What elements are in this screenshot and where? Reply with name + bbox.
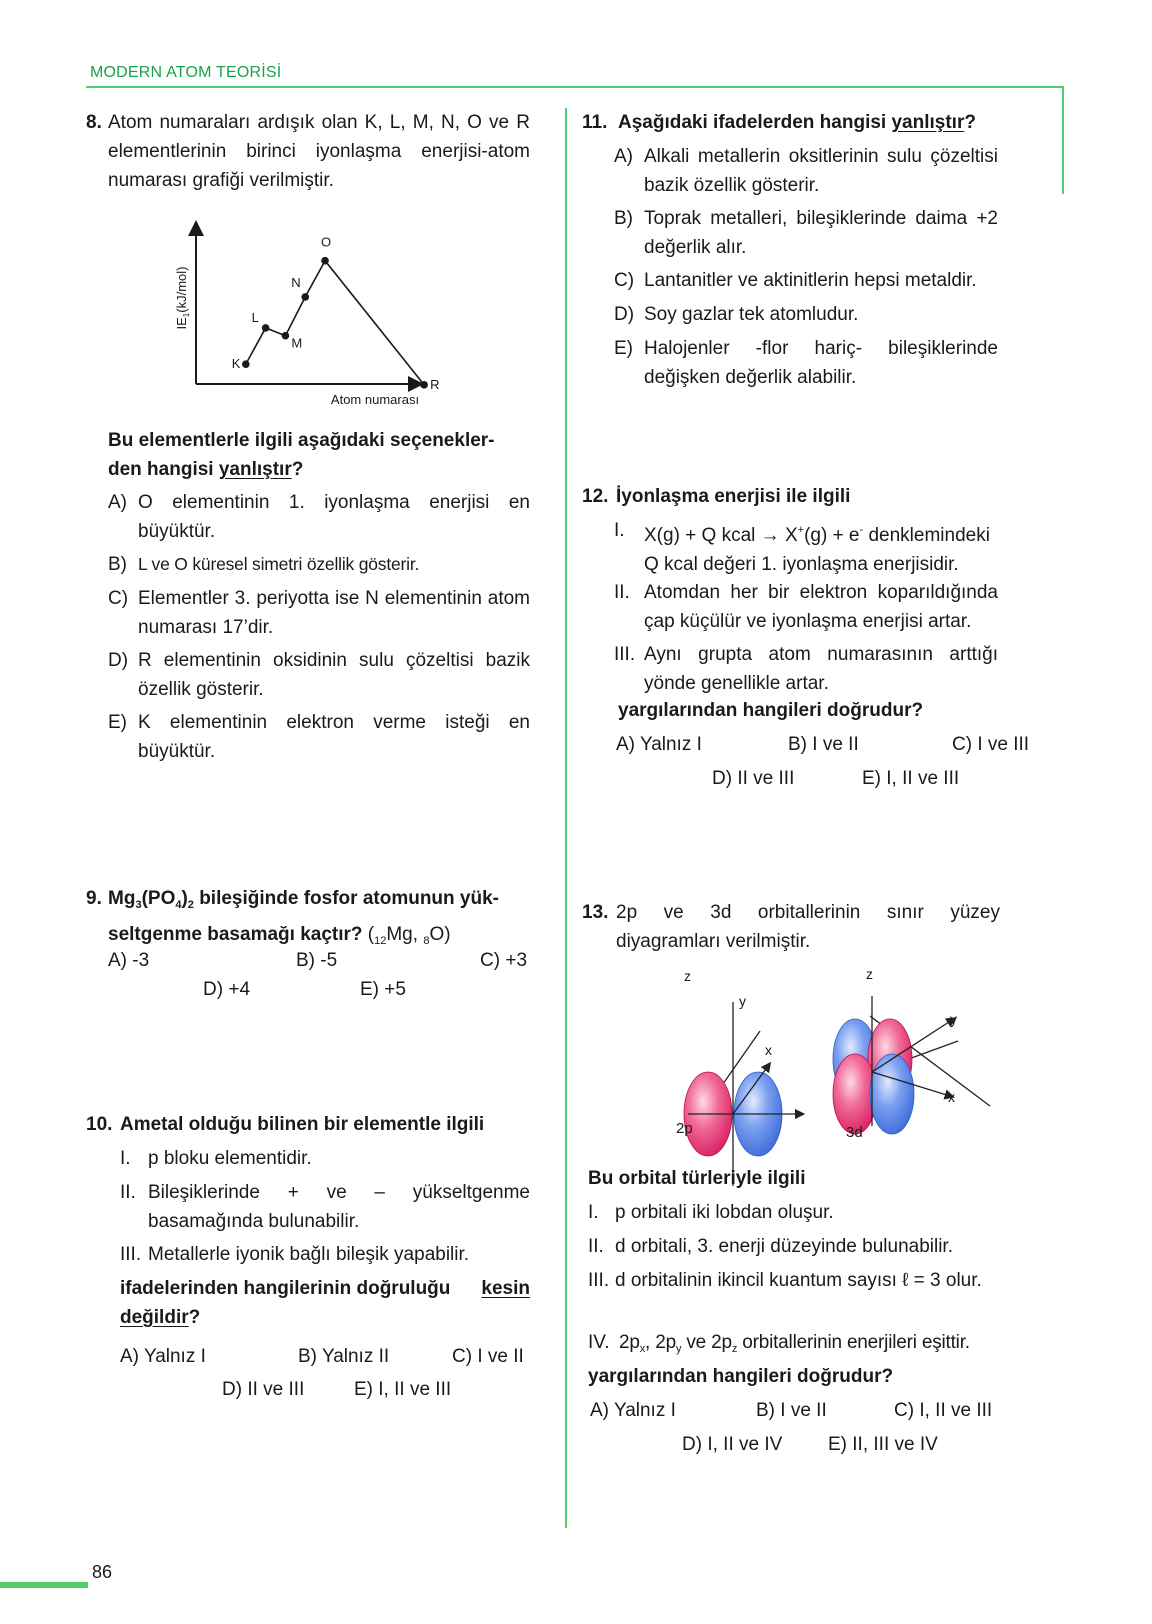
data-point-K <box>242 360 250 368</box>
figure-caption-2p: 2p <box>676 1120 693 1137</box>
option-a[interactable]: A) O elementinin 1. iyonlaşma enerjisi en büyüktür. <box>108 492 530 542</box>
question-prompt: yargılarından hangileri doğrudur? <box>588 1366 894 1387</box>
axis-label-y: y <box>739 993 746 1009</box>
data-label-M: M <box>291 335 303 351</box>
underlined-keyword: değildir <box>120 1307 189 1328</box>
ionization-energy-chart <box>160 218 440 413</box>
question-number: 9. <box>86 888 102 909</box>
option-d[interactable]: D) II ve III <box>222 1379 305 1400</box>
axis-label-x: x <box>948 1089 955 1105</box>
data-point-O <box>321 257 329 265</box>
question-number: 11. <box>582 112 608 133</box>
question-number: 10. <box>86 1114 113 1135</box>
option-b[interactable]: B) Toprak metalleri, bileşiklerinde daima +2 değerlik alır. <box>614 208 998 258</box>
x-axis-label: Atom numarası <box>330 392 420 407</box>
option-e[interactable]: E) II, III ve IV <box>828 1434 938 1455</box>
question-title: Aşağıdaki ifadelerden hangisi yanlıştır? <box>618 112 976 133</box>
axis-label-z: z <box>866 966 873 982</box>
data-label-N: N <box>291 274 301 290</box>
option-c[interactable]: C) I ve III <box>952 734 1030 755</box>
statement-3: III. d orbitalinin ikincil kuantum sayısı ℓ = 3 olur. <box>588 1270 982 1291</box>
option-b[interactable]: B) L ve O küresel simetri özellik gösterir. <box>108 554 420 575</box>
data-label-O: O <box>321 234 332 250</box>
axis-label-y: y <box>950 1011 957 1027</box>
underlined-keyword: kesin <box>481 1278 530 1299</box>
p-orbital-figure <box>684 1002 800 1186</box>
question-text: 2p ve 3d orbitallerinin sınır yüzey diyagramları verilmiştir. <box>616 902 1000 952</box>
option-d[interactable]: D) I, II ve IV <box>682 1434 783 1455</box>
option-a[interactable]: A) Alkali metallerin oksitlerinin sulu çözeltisi bazik özellik gösterir. <box>614 146 998 196</box>
question-number: 12. <box>582 486 609 507</box>
option-b[interactable]: B) -5 <box>296 950 338 971</box>
data-point-M <box>282 332 290 340</box>
question-title: İyonlaşma enerjisi ile ilgili <box>616 486 851 507</box>
option-c[interactable]: C) Lantanitler ve aktinitlerin hepsi metaldir. <box>614 270 977 291</box>
option-d[interactable]: D) Soy gazlar tek atomludur. <box>614 304 859 325</box>
statement-1: I. p orbitali iki lobdan oluşur. <box>588 1202 834 1223</box>
blue-lobe-front-right <box>870 1054 914 1134</box>
data-point-N <box>301 293 309 301</box>
data-label-K: K <box>231 356 241 372</box>
question-number: 8. <box>86 112 102 133</box>
section-title: MODERN ATOM TEORİSİ <box>90 64 282 81</box>
statement-2: II. Atomdan her bir elektron koparıldığında çap küçülür ve iyonlaşma enerjisi artar. <box>614 582 998 632</box>
statement-3: III. Aynı grupta atom numarasının arttığı yönde genellikle artar. <box>614 644 998 694</box>
data-point-L <box>262 324 270 332</box>
question-text: $Mg_3(PO_4)_2$ bileşiğinde fosfor atomunun yük- seltgenme basamağı kaçtır? ($_{12}Mg$, $_8$O) <box>108 888 499 947</box>
question-text: Atom numaraları ardışık olan K, L, M, N, O ve R elementlerinin birinci iyonlaşma enerjisi-atom numarası grafiği verilmiştir. <box>108 112 530 191</box>
option-e[interactable]: E) +5 <box>360 979 406 1000</box>
question-title: Ametal olduğu bilinen bir elementle ilgili <box>120 1114 485 1135</box>
option-a[interactable]: A) Yalnız I <box>616 734 702 755</box>
option-a[interactable]: A) Yalnız I <box>120 1346 206 1367</box>
option-e[interactable]: E) Halojenler -flor hariç- bileşiklerinde değişken değerlik alabilir. <box>614 338 998 388</box>
orbital-diagram <box>640 996 1020 1186</box>
statement-1: I. p bloku elementidir. <box>120 1148 312 1169</box>
page-number: 86 <box>92 1562 113 1582</box>
option-a[interactable]: A) Yalnız I <box>590 1400 676 1421</box>
header-rule <box>86 86 1062 88</box>
option-b[interactable]: B) Yalnız II <box>298 1346 390 1367</box>
d-orbital-figure <box>833 996 990 1134</box>
figure-caption-3d: 3d <box>846 1124 863 1141</box>
option-c[interactable]: C) +3 <box>480 950 528 971</box>
question-number: 13. <box>582 902 609 923</box>
option-c[interactable]: C) I, II ve III <box>894 1400 993 1421</box>
question-prompt: yargılarından hangileri doğrudur? <box>618 700 924 721</box>
option-d[interactable]: D) R elementinin oksidinin sulu çözeltisi bazik özellik gösterir. <box>108 650 530 700</box>
question-prompt: Bu elementlerle ilgili aşağıdaki seçenekler- den hangisi yanlıştır? <box>108 430 495 480</box>
underlined-keyword: yanlıştır <box>891 112 965 133</box>
option-e[interactable]: E) I, II ve III <box>354 1379 452 1400</box>
series-line <box>246 261 424 385</box>
statement-4: IV. $2p_x$, $2p_y$ ve $2p_z$ orbitallerinin enerjileri eşittir. <box>588 1332 970 1355</box>
option-e[interactable]: E) I, II ve III <box>862 768 960 789</box>
option-c[interactable]: C) Elementler 3. periyotta ise N elementinin atom numarası 17’dir. <box>108 588 530 638</box>
axis-label-z: z <box>684 968 691 984</box>
statement-1: I. X(g) + Q kcal → X+(g) + e- denklemindeki Q kcal değeri 1. iyonlaşma enerjisidir. <box>614 520 990 575</box>
option-d[interactable]: D) +4 <box>203 979 251 1000</box>
data-label-L: L <box>251 309 259 325</box>
option-b[interactable]: B) I ve II <box>788 734 859 755</box>
axis-label-x: x <box>765 1042 772 1058</box>
option-e[interactable]: E) K elementinin elektron verme isteği en büyüktür. <box>108 712 530 762</box>
statement-2: II. Bileşiklerinde + ve – yükseltgenme basamağında bulunabilir. <box>120 1182 530 1232</box>
y-axis-label: $IE_1(kJ/mol)$ <box>174 266 191 330</box>
footer-accent-bar <box>0 1582 88 1588</box>
data-point-R <box>420 381 428 389</box>
column-divider <box>565 108 567 1528</box>
option-a[interactable]: A) -3 <box>108 950 150 971</box>
question-intro: Bu orbital türleriyle ilgili <box>588 1168 806 1189</box>
statement-3: III. Metallerle iyonik bağlı bileşik yapabilir. <box>120 1244 470 1265</box>
data-label-R: R <box>430 376 440 392</box>
statement-2: II. d orbitali, 3. enerji düzeyinde bulunabilir. <box>588 1236 953 1257</box>
right-margin-rule <box>1062 86 1064 194</box>
underlined-keyword: yanlıştır <box>218 459 292 480</box>
option-c[interactable]: C) I ve II <box>452 1346 524 1367</box>
question-prompt: ifadelerinden hangilerinin doğruluğu kesin değildir? <box>120 1274 530 1332</box>
option-b[interactable]: B) I ve II <box>756 1400 827 1421</box>
option-d[interactable]: D) II ve III <box>712 768 795 789</box>
